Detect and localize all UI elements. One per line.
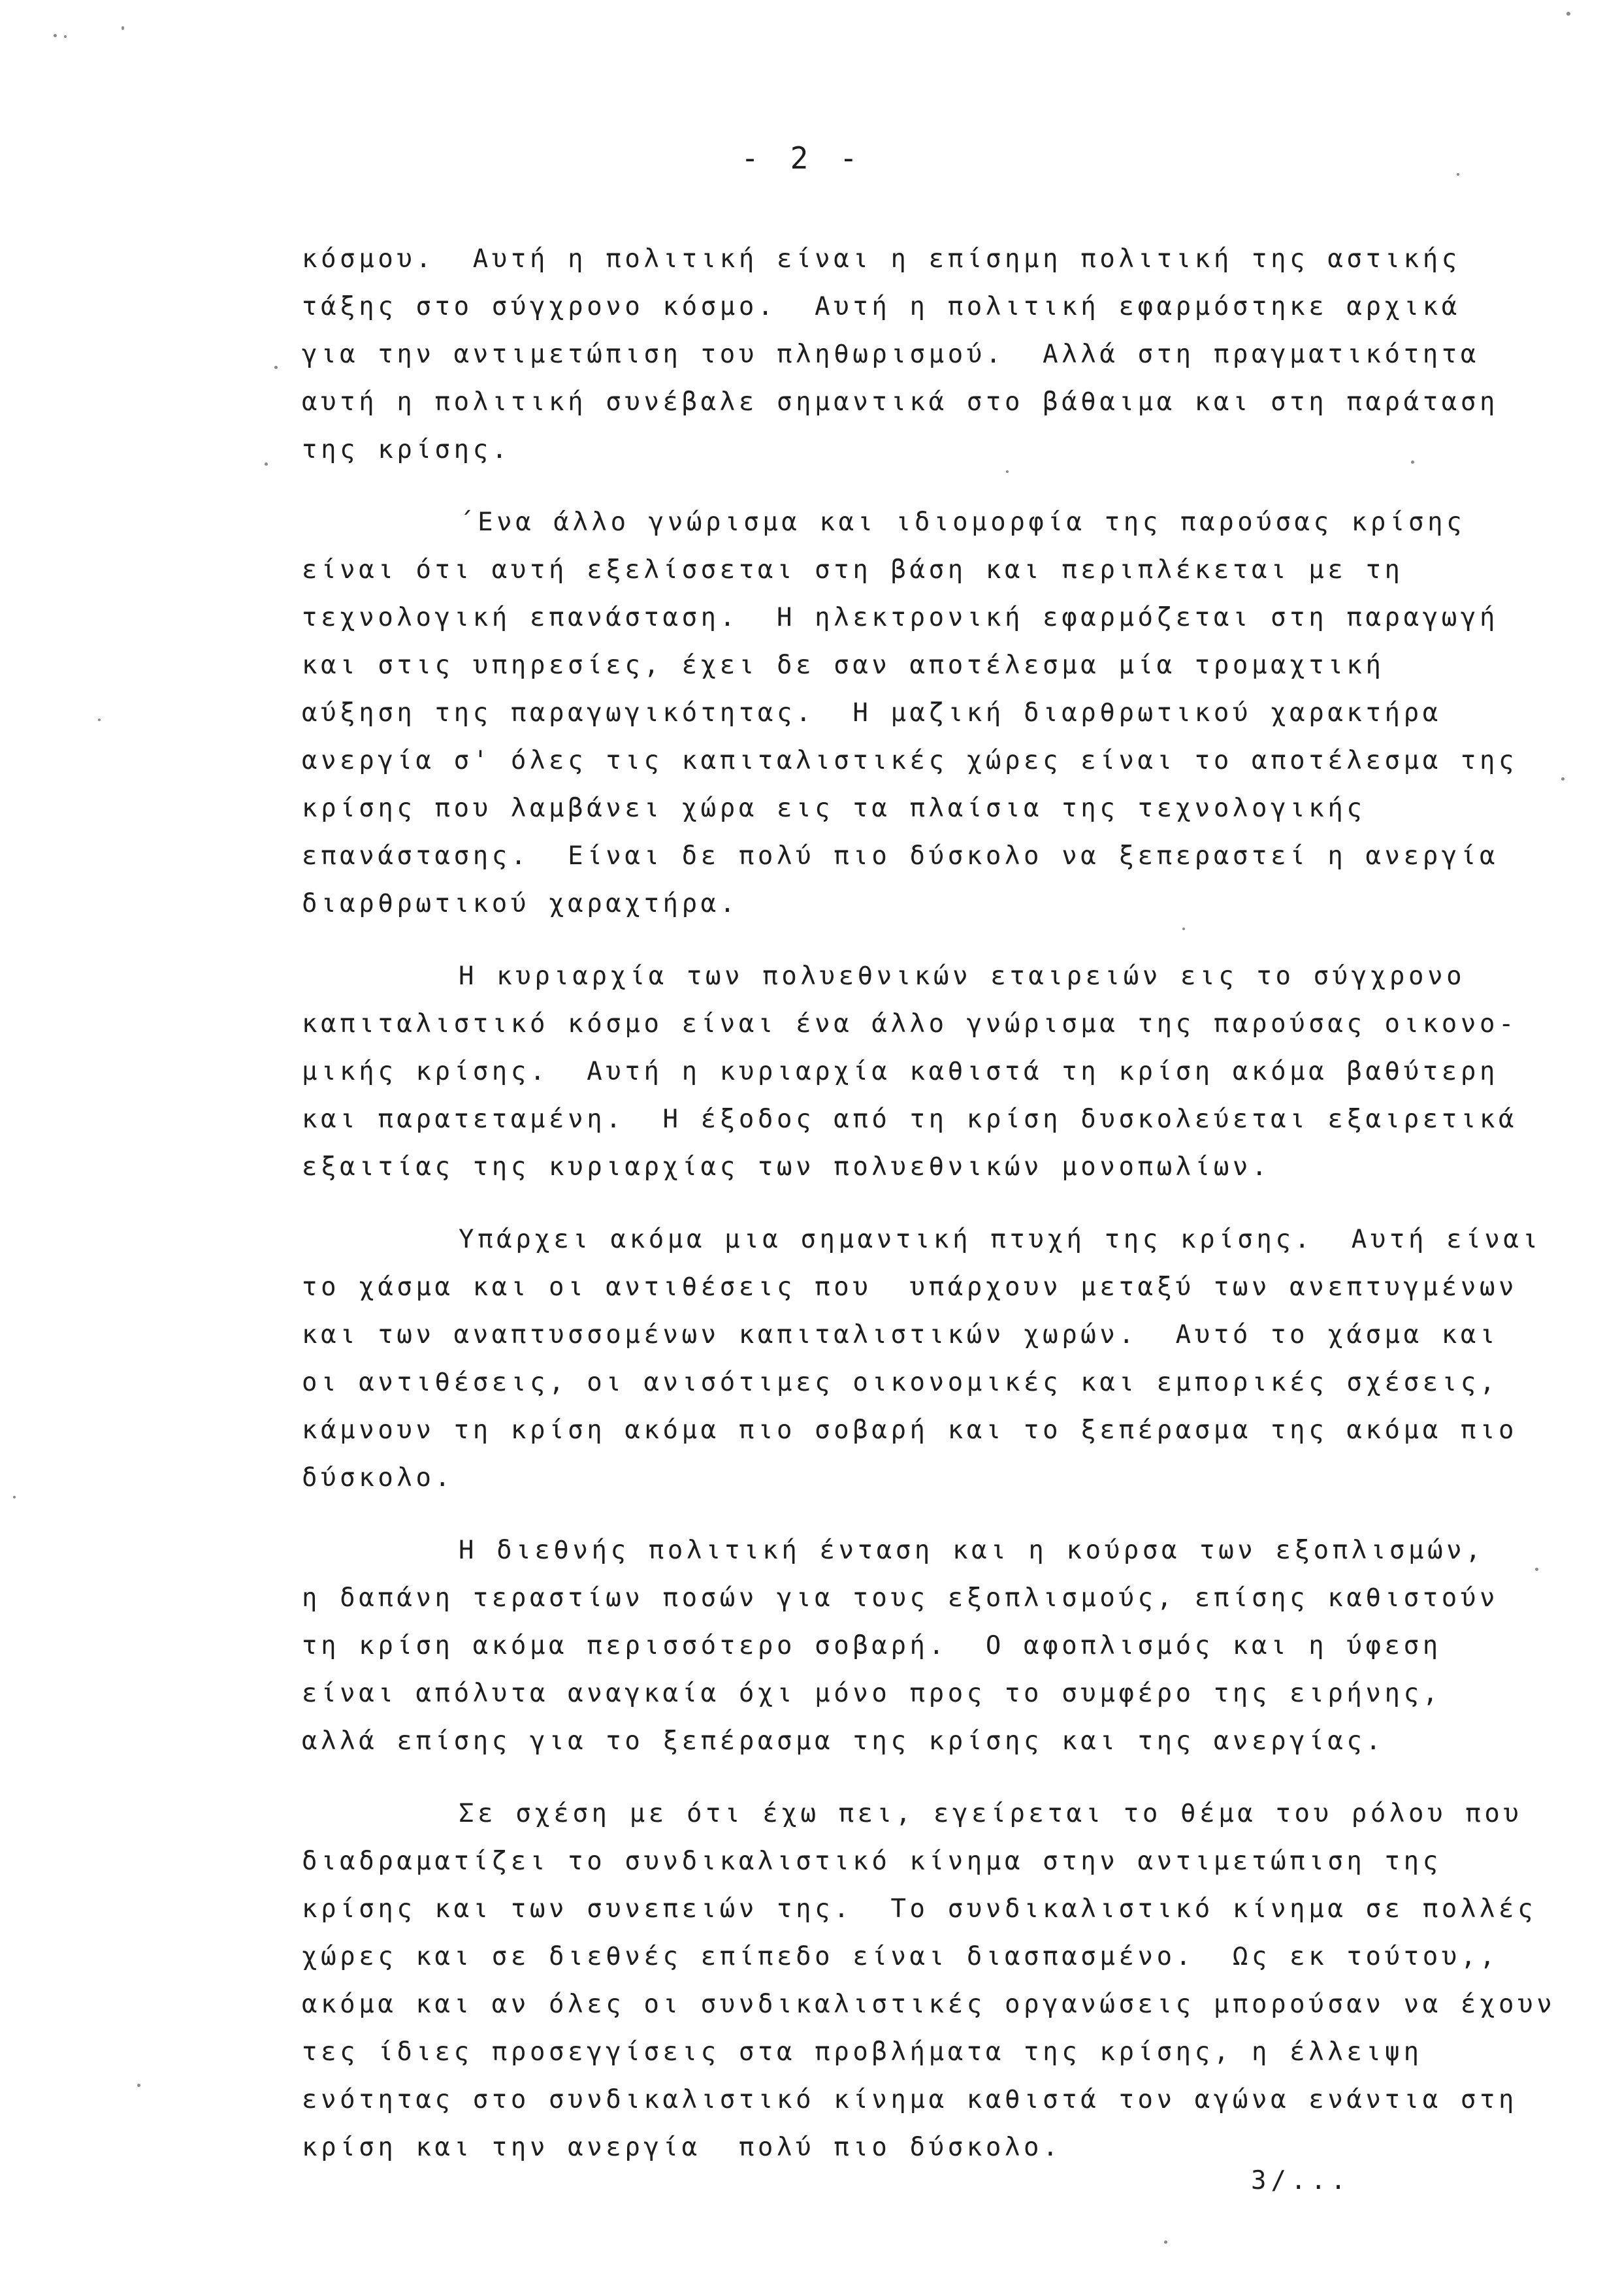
text-line: οι αντιθέσεις, οι ανισότιμες οικονομικές και εμπορικές σχέσεις, <box>302 1368 1499 1397</box>
text-line: τάξης στο σύγχρονο κόσμο. Αυτή η πολιτική εφαρμόστηκε αρχικά <box>302 292 1461 321</box>
speck <box>274 366 278 369</box>
text-line: διαρθρωτικού χαραχτήρα. <box>302 889 739 918</box>
text-line: κρίσης και των συνεπειών της. Το συνδικαλιστικό κίνημα σε πολλές <box>302 1894 1537 1924</box>
text-line: αλλά επίσης για το ξεπέρασμα της κρίσης και της ανεργίας. <box>302 1726 1385 1756</box>
text-line: δύσκολο. <box>302 1463 454 1493</box>
speck <box>1411 461 1414 464</box>
speck <box>1566 12 1570 16</box>
speck <box>1006 470 1009 473</box>
text-line: μικής κρίσης. Αυτή η κυριαρχία καθιστά τη κρίση ακόμα βαθύτερη <box>302 1057 1499 1086</box>
paragraph <box>302 498 1556 928</box>
continuation-marker: 3/... <box>1251 2166 1351 2195</box>
speck <box>1457 173 1459 176</box>
text-line: τες ίδιες προσεγγίσεις στα προβλήματα της κρίσης, η έλλειψη <box>302 2037 1423 2067</box>
paragraph <box>302 235 1556 474</box>
text-line: Η διεθνής πολιτική ένταση και η κούρσα των εξοπλισμών, <box>459 1536 1485 1565</box>
text-line: Σε σχέση με ότι έχω πει, εγείρεται το θέμα του ρόλου που <box>459 1799 1523 1828</box>
paragraph <box>302 952 1556 1191</box>
speck <box>137 2084 140 2087</box>
speck <box>64 35 67 38</box>
speck <box>1164 2240 1167 2244</box>
speck <box>1561 777 1564 781</box>
text-line: είναι ότι αυτή εξελίσσεται στη βάση και περιπλέκεται με τη <box>302 555 1404 585</box>
speck <box>265 462 268 466</box>
text-line: αυτή η πολιτική συνέβαλε σημαντικά στο βάθαιμα και στη παράταση <box>302 387 1499 417</box>
text-line: για την αντιμετώπιση του πληθωρισμού. Αλλά στη πραγματικότητα <box>302 340 1480 369</box>
text-line: ακόμα και αν όλες οι συνδικαλιστικές οργανώσεις μπορούσαν να έχουν <box>302 1990 1556 2019</box>
text-line: ανεργία σ' όλες τις καπιταλιστικές χώρες είναι το αποτέλεσμα της <box>302 746 1518 775</box>
document-body <box>302 235 1556 2196</box>
speck <box>54 34 57 37</box>
text-line: κάμνουν τη κρίση ακόμα πιο σοβαρή και το ξεπέρασμα της ακόμα πιο <box>302 1415 1518 1445</box>
text-line: τη κρίση ακόμα περισσότερο σοβαρή. Ο αφοπλισμός και η ύφεση <box>302 1631 1442 1660</box>
text-line: είναι απόλυτα αναγκαία όχι μόνο προς το συμφέρο της ειρήνης, <box>302 1679 1442 1708</box>
paragraph <box>302 1527 1556 1765</box>
text-line: η δαπάνη τεραστίων ποσών για τους εξοπλισμούς, επίσης καθιστούν <box>302 1583 1499 1613</box>
text-line: εξαιτίας της κυριαρχίας των πολυεθνικών μονοπωλίων. <box>302 1152 1271 1182</box>
text-line: και παρατεταμένη. Η έξοδος από τη κρίση δυσκολεύεται εξαιρετικά <box>302 1105 1518 1134</box>
text-line: επανάστασης. Είναι δε πολύ πιο δύσκολο να ξεπεραστεί η ανεργία <box>302 841 1499 871</box>
text-line: αύξηση της παραγωγικότητας. Η μαζική διαρθρωτικού χαρακτήρα <box>302 698 1442 728</box>
paragraph <box>302 1216 1556 1502</box>
speck <box>1182 928 1185 930</box>
paragraph <box>302 1790 1556 2171</box>
text-line: χώρες και σε διεθνές επίπεδο είναι διασπασμένο. Ως εκ τούτου,, <box>302 1942 1499 1971</box>
text-line: κόσμου. Αυτή η πολιτική είναι η επίσημη πολιτική της αστικής <box>302 244 1461 274</box>
text-line: τεχνολογική επανάσταση. Η ηλεκτρονική εφαρμόζεται στη παραγωγή <box>302 603 1499 632</box>
speck <box>122 26 124 30</box>
page-number: - 2 - <box>741 140 864 176</box>
text-line: Η κυριαρχία των πολυεθνικών εταιρειών εις το σύγχρονο <box>459 962 1466 991</box>
text-line: ΄Ενα άλλο γνώρισμα και ιδιομορφία της παρούσας κρίσης <box>459 508 1466 537</box>
text-line: και των αναπτυσσομένων καπιταλιστικών χωρών. Αυτό το χάσμα και <box>302 1320 1499 1350</box>
text-line: το χάσμα και οι αντιθέσεις που υπάρχουν μεταξύ των ανεπτυγμένων <box>302 1272 1518 1302</box>
text-line: Υπάρχει ακόμα μια σημαντική πτυχή της κρίσης. Αυτή είναι <box>459 1225 1542 1254</box>
text-line: και στις υπηρεσίες, έχει δε σαν αποτέλεσμα μία τρομαχτική <box>302 651 1385 680</box>
speck <box>98 719 101 721</box>
text-line: καπιταλιστικό κόσμο είναι ένα άλλο γνώρισμα της παρούσας οικονο- <box>302 1009 1518 1039</box>
speck <box>1535 1568 1538 1571</box>
text-line: κρίση και την ανεργία πολύ πιο δύσκολο. <box>302 2133 1062 2162</box>
speck <box>13 1496 16 1498</box>
text-line: ενότητας στο συνδικαλιστικό κίνημα καθιστά τον αγώνα ενάντια στη <box>302 2085 1518 2114</box>
text-line: κρίσης που λαμβάνει χώρα εις τα πλαίσια της τεχνολογικής <box>302 794 1366 823</box>
text-line: της κρίσης. <box>302 435 511 464</box>
text-line: διαδραματίζει το συνδικαλιστικό κίνημα στην αντιμετώπιση της <box>302 1847 1442 1876</box>
